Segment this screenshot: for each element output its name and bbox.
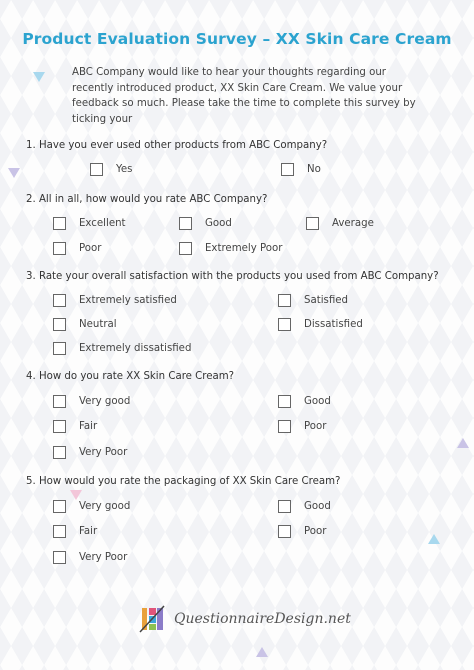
- decor-triangle-icon: [256, 647, 268, 657]
- option-good[interactable]: [179, 217, 232, 230]
- option-label: Good: [304, 396, 331, 407]
- checkbox[interactable]: [179, 217, 192, 230]
- checkbox[interactable]: [53, 525, 66, 538]
- option-very-good[interactable]: [53, 500, 130, 513]
- option-average[interactable]: [306, 217, 374, 230]
- option-label: Poor: [304, 421, 327, 432]
- option-fair[interactable]: [53, 420, 97, 433]
- checkbox[interactable]: [53, 242, 66, 255]
- checkbox[interactable]: [53, 217, 66, 230]
- checkbox[interactable]: [53, 500, 66, 513]
- decor-triangle-icon: [428, 534, 440, 544]
- option-good[interactable]: [278, 500, 331, 513]
- option-label: Very Poor: [79, 447, 128, 458]
- option-poor[interactable]: [278, 525, 326, 538]
- checkbox[interactable]: [90, 163, 103, 176]
- checkbox[interactable]: [53, 318, 66, 331]
- option-excellent[interactable]: [53, 217, 126, 230]
- option-extremely-satisfied[interactable]: [53, 294, 177, 307]
- option-fair[interactable]: [53, 525, 97, 538]
- checkbox[interactable]: [53, 420, 66, 433]
- option-label: Satisfied: [304, 295, 348, 306]
- option-label: Good: [205, 218, 232, 229]
- option-label: Very good: [79, 396, 131, 407]
- question-1: 1. Have you ever used other products from ABC Company?: [26, 140, 328, 151]
- logo-text: QuestionnaireDesign.net: [174, 611, 351, 627]
- option-extremely-poor[interactable]: [179, 242, 282, 255]
- option-label: Excellent: [79, 218, 126, 229]
- decor-triangle-icon: [8, 168, 20, 178]
- checkbox[interactable]: [278, 420, 291, 433]
- checkbox[interactable]: [53, 446, 66, 459]
- checkbox[interactable]: [179, 242, 192, 255]
- option-dissatisfied[interactable]: [278, 318, 363, 331]
- option-label: Extremely dissatisfied: [79, 343, 192, 354]
- option-good[interactable]: [278, 395, 331, 408]
- checkbox[interactable]: [278, 500, 291, 513]
- option-label: Extremely Poor: [205, 243, 283, 254]
- option-label: Fair: [79, 526, 98, 537]
- option-label: Extremely satisfied: [79, 295, 177, 306]
- option-poor[interactable]: [278, 420, 326, 433]
- option-label: Good: [304, 501, 331, 512]
- survey-title: Product Evaluation Survey – XX Skin Care Cream: [22, 30, 452, 48]
- checkbox[interactable]: [53, 395, 66, 408]
- option-yes[interactable]: [90, 163, 132, 176]
- question-4: 4. How do you rate XX Skin Care Cream?: [26, 371, 235, 382]
- checkbox[interactable]: [53, 342, 66, 355]
- checkbox[interactable]: [278, 294, 291, 307]
- decor-triangle-icon: [457, 438, 469, 448]
- checkbox[interactable]: [278, 525, 291, 538]
- checkbox[interactable]: [278, 395, 291, 408]
- checkbox[interactable]: [53, 294, 66, 307]
- option-label: No: [307, 164, 321, 175]
- option-poor[interactable]: [53, 242, 101, 255]
- questionnaire-design-logo: [138, 604, 351, 634]
- option-label: Very good: [79, 501, 131, 512]
- question-3: 3. Rate your overall satisfaction with the products you used from ABC Company?: [26, 271, 439, 282]
- option-neutral[interactable]: [53, 318, 117, 331]
- survey-intro: ABC Company would like to hear your thoughts regarding our recently introduced product, XX Skin Care Cream. We value your feedback so much. Please take the time to complete this survey by ticking your: [72, 67, 416, 125]
- option-label: Yes: [116, 164, 133, 175]
- option-label: Poor: [304, 526, 327, 537]
- checkbox[interactable]: [281, 163, 294, 176]
- questionnaire-design-logo-icon: [138, 604, 168, 634]
- decor-triangle-icon: [70, 490, 82, 500]
- option-extremely-dissatisfied[interactable]: [53, 342, 191, 355]
- question-2: 2. All in all, how would you rate ABC Company?: [26, 194, 268, 205]
- option-label: Average: [332, 218, 374, 229]
- option-label: Poor: [79, 243, 102, 254]
- option-very-poor[interactable]: [53, 551, 127, 564]
- option-label: Very Poor: [79, 552, 128, 563]
- checkbox[interactable]: [53, 551, 66, 564]
- option-label: Fair: [79, 421, 98, 432]
- checkbox[interactable]: [278, 318, 291, 331]
- option-label: Neutral: [79, 319, 117, 330]
- question-5: 5. How would you rate the packaging of XX Skin Care Cream?: [26, 476, 341, 487]
- option-no[interactable]: [281, 163, 321, 176]
- option-very-poor[interactable]: [53, 446, 127, 459]
- option-label: Dissatisfied: [304, 319, 363, 330]
- decor-triangle-icon: [33, 72, 45, 82]
- checkbox[interactable]: [306, 217, 319, 230]
- option-very-good[interactable]: [53, 395, 130, 408]
- option-satisfied[interactable]: [278, 294, 348, 307]
